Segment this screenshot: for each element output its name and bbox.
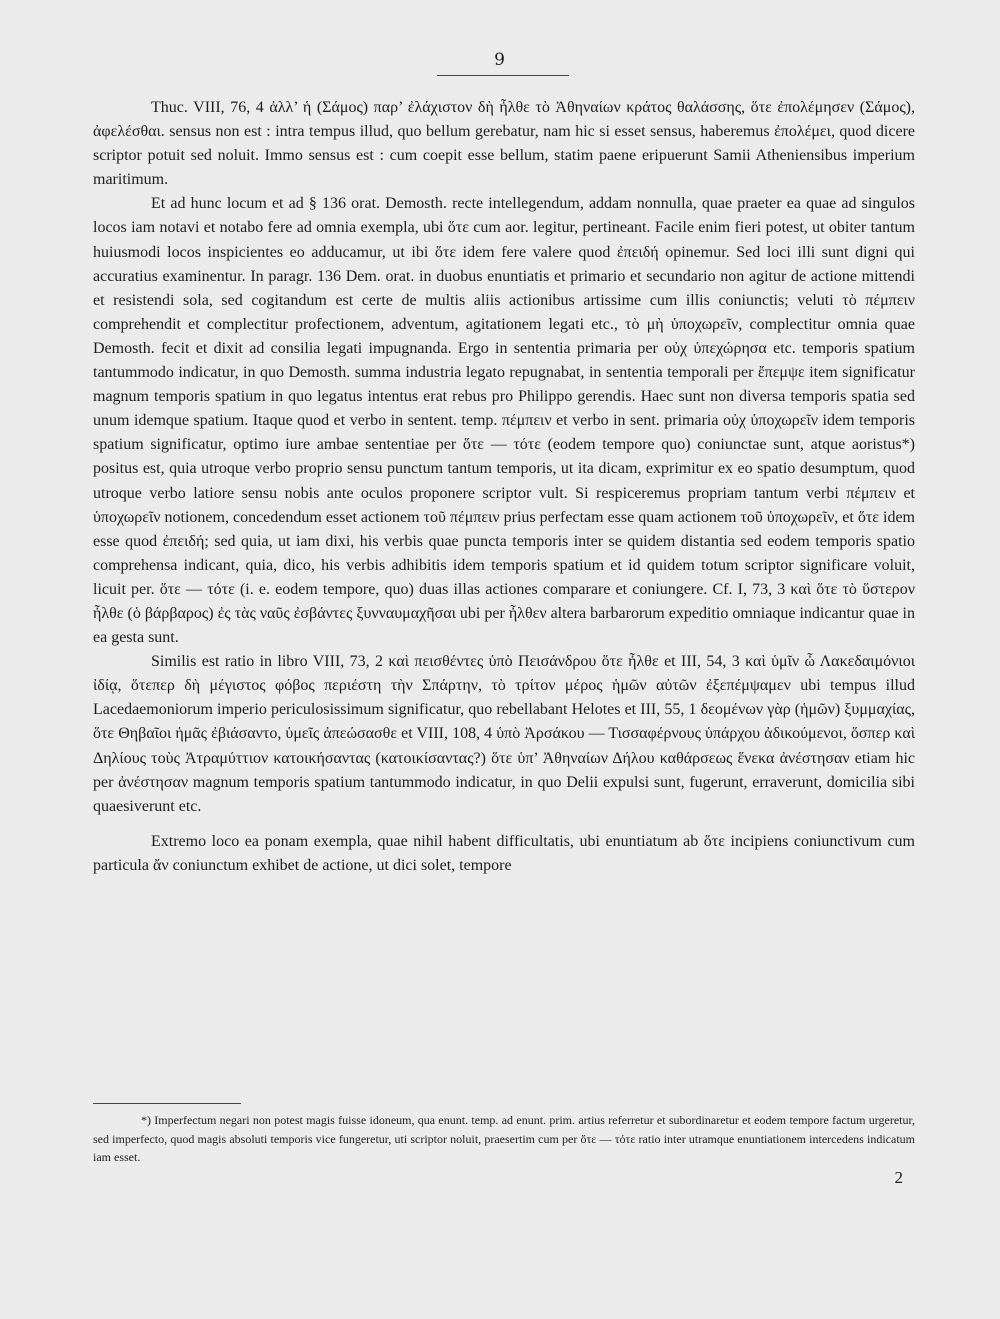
page-number: 9 bbox=[494, 50, 506, 70]
paragraph-3: Similis est ratio in libro VIII, 73, 2 καὶ πεισθέντες ὑπὸ Πεισάνδρου ὅτε ἦλθε et III, 54, 3 καὶ ὑμῖν ὦ Λακεδαιμόνιοι ἰδίᾳ, ὅτεπερ δὴ μέγιστος φόβος περιέστη τὴν Σπάρτην, τὸ τρίτον μέρος ἡμῶν αὐτῶν ἐξεπέμψαμεν ubi tempus illud Lacedaemoniorum imperio periculosissimum significatur, quo rebellabant Helotes et III, 55, 1 δεομένων γὰρ (ἡμῶν) ξυμμαχίας, ὅτε Θηβαῖοι ἡμᾶς ἐβιάσαντο, ὑμεῖς ἀπεώσασθε et VIII, 108, 4 ὑπὸ Ἀρσάκου — Τισσαφέρνους ὑπάρχου ἀδικούμενοι, ὅσπερ καὶ Δηλίους τοὺς Ἀτραμύττιον κατοικήσαντας (κατοικίσαντας?) ὅτε ὑπ’ Ἀθηναίων Δήλου καθάρσεως ἕνεκα ἀνέστησαν etiam hic per ἀνέστησαν magnum temporis spatium tantummodo indicatur, in quo Delii expulsi sunt, fugerunt, erraverunt, domicilia sibi quaesiverunt etc. bbox=[93, 653, 915, 815]
footnote-text: *) Imperfectum negari non potest magis fuisse idoneum, qua enunt. temp. ad enunt. prim. artius referretur et subordinaretur et eodem tempore factum urgeretur, sed imperfecto, quod magis absoluti temporis vice fungeretur, uti scriptor noluit, praesertim cum per ὅτε — τότε ratio inter utramque enuntiationem intercedens indicatum iam esset. bbox=[93, 1113, 915, 1164]
signature-mark: 2 bbox=[894, 1168, 903, 1187]
main-text bbox=[93, 96, 915, 878]
paragraph-4: Extremo loco ea ponam exempla, quae nihil habent difficultatis, ubi enuntiatum ab ὅτε incipiens coniunctivum cum particula ἄν coniunctum exhibet de actione, ut dici solet, tempore bbox=[93, 832, 915, 874]
paragraph-2: Et ad hunc locum et ad § 136 orat. Demosth. recte intellegendum, addam nonnulla, quae praeter ea quae ad singulos locos iam notavi et notabo fere ad omnia exempla, ubi ὅτε cum aor. legitur, pertineant. Facile enim fieri potest, ut obiter tantum huiusmodi locos inspicientes eo adducamur, ut ibi ὅτε idem fere valere quod ἐπειδή opinemur. Sed loci illi sunt digni qui accuratius examinentur. In paragr. 136 Dem. orat. in duobus enuntiatis et primario et secundario non agitur de actione mittendi et resistendi sola, sed cogitandum est certe de multis aliis actionibus artissime cum illis coniunctis; veluti τὸ πέμπειν comprehendit et complectitur profectionem, adventum, agitationem legati etc., τὸ μὴ ὑποχωρεῖν, complectitur omnia quae Demosth. fecit et dixit ad consilia legati impugnanda. Ergo in sententia primaria per οὐχ ὑπεχώρησα etc. temporis spatium tantummodo indicatur, in quo Demosth. summa industria legato repugnabat, in sententia temporali per ἔπεμψε item significatur magnum temporis spatium in quo legatus intentus erat rebus pro Philippo gerendis. Haec sunt non diversa temporis spatia sed unum idemque spatium. Itaque quod et verbo in sentent. temp. πέμπειν et verbo in sent. primaria οὐχ ὑποχωρεῖν idem temporis spatium significatur, optimo iure ambae sententiae per ὅτε — τότε (eodem tempore quo) coniunctae sunt, atque aoristus*) positus est, quia utroque verbo proprio sensu punctum tantum temporis, ut ita dicam, exprimitur ex eo spatio desumptum, quod utroque verbo latiore sensu nobis ante oculos proponere scriptor vult. Si respiceremus propriam tantum verbi πέμπειν et ὑποχωρεῖν notionem, concedendum esset actionem τοῦ πέμπειν prius perfectam esse quam actionem τοῦ ὑποχωρεῖν, et ὅτε idem esse quod ἐπειδή; sed quia, ut iam dixi, his verbis quae puncta temporis inter se quidem distantia sed eodem temporis spatio comprehensa indicant, quia, dico, his verbis adhibitis idem temporis spatium et id quidem totum scriptor significare voluit, licuit per. ὅτε — τότε (i. e. eodem tempore, quo) duas illas actiones comparare et coniungere. Cf. I, 73, 3 καὶ ὅτε τὸ ὕστερον ἦλθε (ὁ βάρβαρος) ἐς τὰς ναῦς ἐσβάντες ξυνναυμαχῆσαι ubi per ἦλθεν altera barbarorum expeditio omniaque indicantur quae in ea gesta sunt. bbox=[93, 195, 915, 647]
footnote bbox=[93, 1111, 915, 1167]
paragraph-1: Thuc. VIII, 76, 4 ἀλλ’ ἡ (Σάμος) παρ’ ἐλάχιστον δὴ ἦλθε τὸ Ἀθηναίων κράτος θαλάσσης, ὅτε ἐπολέμησεν (Σάμος), ἀφελέσθαι. sensus non est : intra tempus illud, quo bellum gerebatur, nam hic si esset sensus, haberemus ἐπολέμει, quod dicere scriptor potuit sed noluit. Immo sensus est : cum coepit esse bellum, statim paene eripuerunt Samii Atheniensibus imperium maritimum. bbox=[93, 99, 915, 189]
footnote-rule bbox=[93, 1103, 241, 1104]
header-rule bbox=[437, 75, 569, 76]
